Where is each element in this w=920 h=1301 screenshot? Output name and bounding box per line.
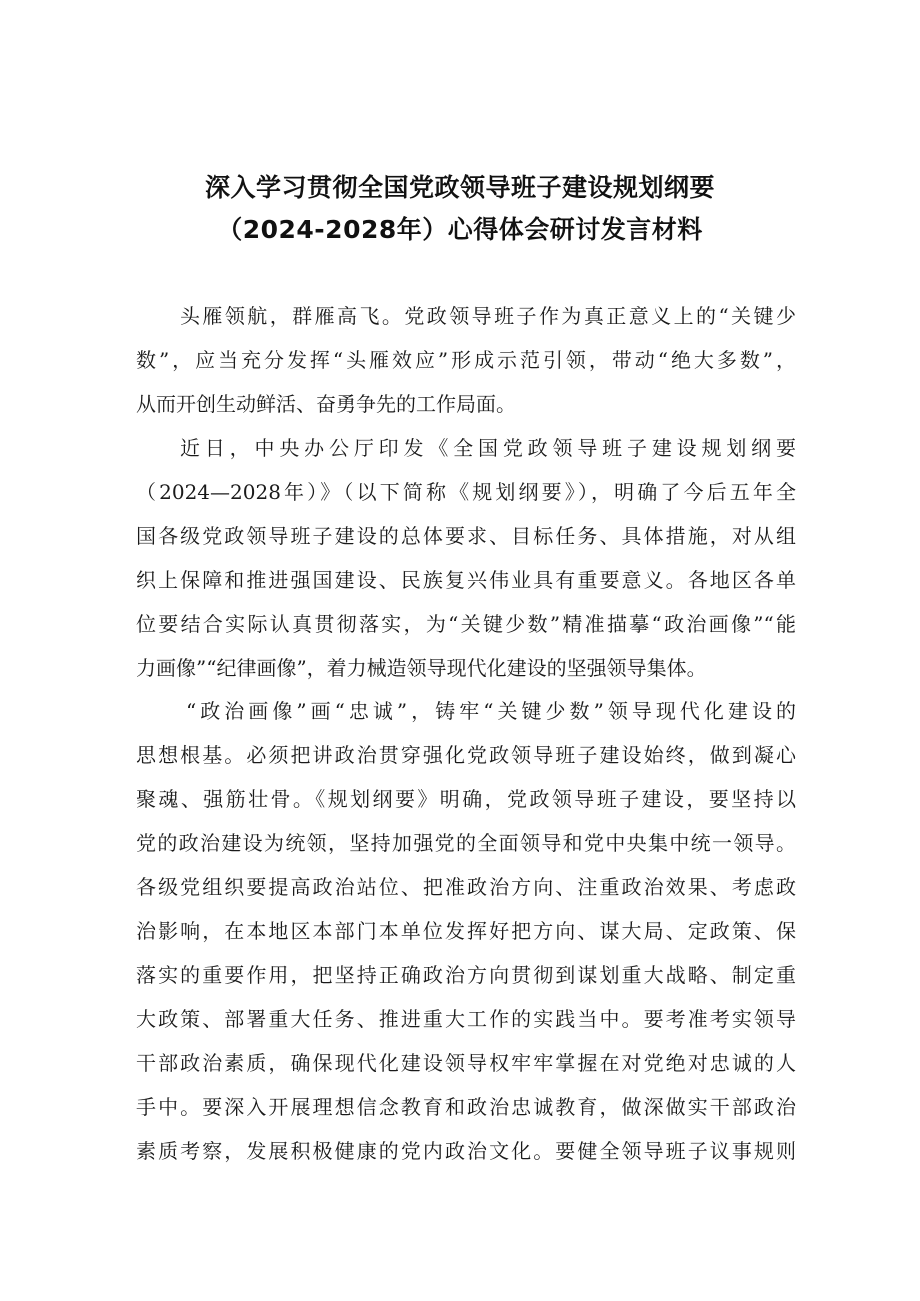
paragraph-3-line-7: 落实的重要作用，把坚持正确政治方向贯彻到谋划重大战略、制定重: [136, 963, 796, 987]
paragraph-3-line-6: 治影响，在本地区本部门本单位发挥好把方向、谋大局、定政策、保: [136, 919, 796, 943]
document-title-line-1: 深入学习贯彻全国党政领导班子建设规划纲要: [204, 173, 715, 202]
paragraph-2-line-4: 织上保障和推进强国建设、民族复兴伟业具有重要意义。各地区各单: [136, 568, 796, 592]
paragraph-3-line-3: 聚魂、强筋壮骨。《规划纲要》明确，党政领导班子建设，要坚持以: [136, 787, 796, 811]
paragraph-3-line-8: 大政策、部署重大任务、推进重大工作的实践当中。要考准考实领导: [136, 1007, 796, 1031]
paragraph-1-line-3: 从而开创生动鲜活、奋勇争先的工作局面。: [136, 392, 516, 416]
paragraph-3-line-4: 党的政治建设为统领，坚持加强党的全面领导和党中央集中统一领导。: [136, 831, 796, 855]
paragraph-2-line-1: 近日，中央办公厅印发《全国党政领导班子建设规划纲要: [180, 436, 796, 460]
paragraph-3-line-11: 素质考察，发展积极健康的党内政治文化。要健全领导班子议事规则: [136, 1139, 796, 1163]
paragraph-2-line-3: 国各级党政领导班子建设的总体要求、目标任务、具体措施，对从组: [136, 524, 796, 548]
paragraph-3-line-9: 干部政治素质，确保现代化建设领导权牢牢掌握在对党绝对忠诚的人: [136, 1051, 796, 1075]
paragraph-3-line-10: 手中。要深入开展理想信念教育和政治忠诚教育，做深做实干部政治: [136, 1095, 796, 1119]
paragraph-2-line-5: 位要结合实际认真贯彻落实，为“关键少数”精准描摹“政治画像”“能: [136, 612, 796, 636]
paragraph-2-line-6: 力画像”“纪律画像”，着力械造领导现代化建设的坚强领导集体。: [136, 656, 707, 680]
paragraph-3-line-1: “政治画像”画“忠诚”，铸牢“关键少数”领导现代化建设的: [186, 699, 796, 723]
paragraph-1-line-2: 数”，应当充分发挥“头雁效应”形成示范引领，带动“绝大多数”，: [136, 348, 796, 372]
paragraph-1-line-1: 头雁领航，群雁高飞。党政领导班子作为真正意义上的“关键少: [180, 304, 796, 328]
paragraph-3-line-5: 各级党组织要提高政治站位、把准政治方向、注重政治效果、考虑政: [136, 875, 796, 899]
paragraph-3-line-2: 思想根基。必须把讲政治贯穿强化党政领导班子建设始终，做到凝心: [136, 743, 796, 767]
document-title-line-2: （2024-2028年）心得体会研讨发言材料: [217, 215, 703, 244]
paragraph-2-line-2: （2024—2028年）》（以下简称《规划纲要》），明确了今后五年全: [136, 480, 796, 504]
